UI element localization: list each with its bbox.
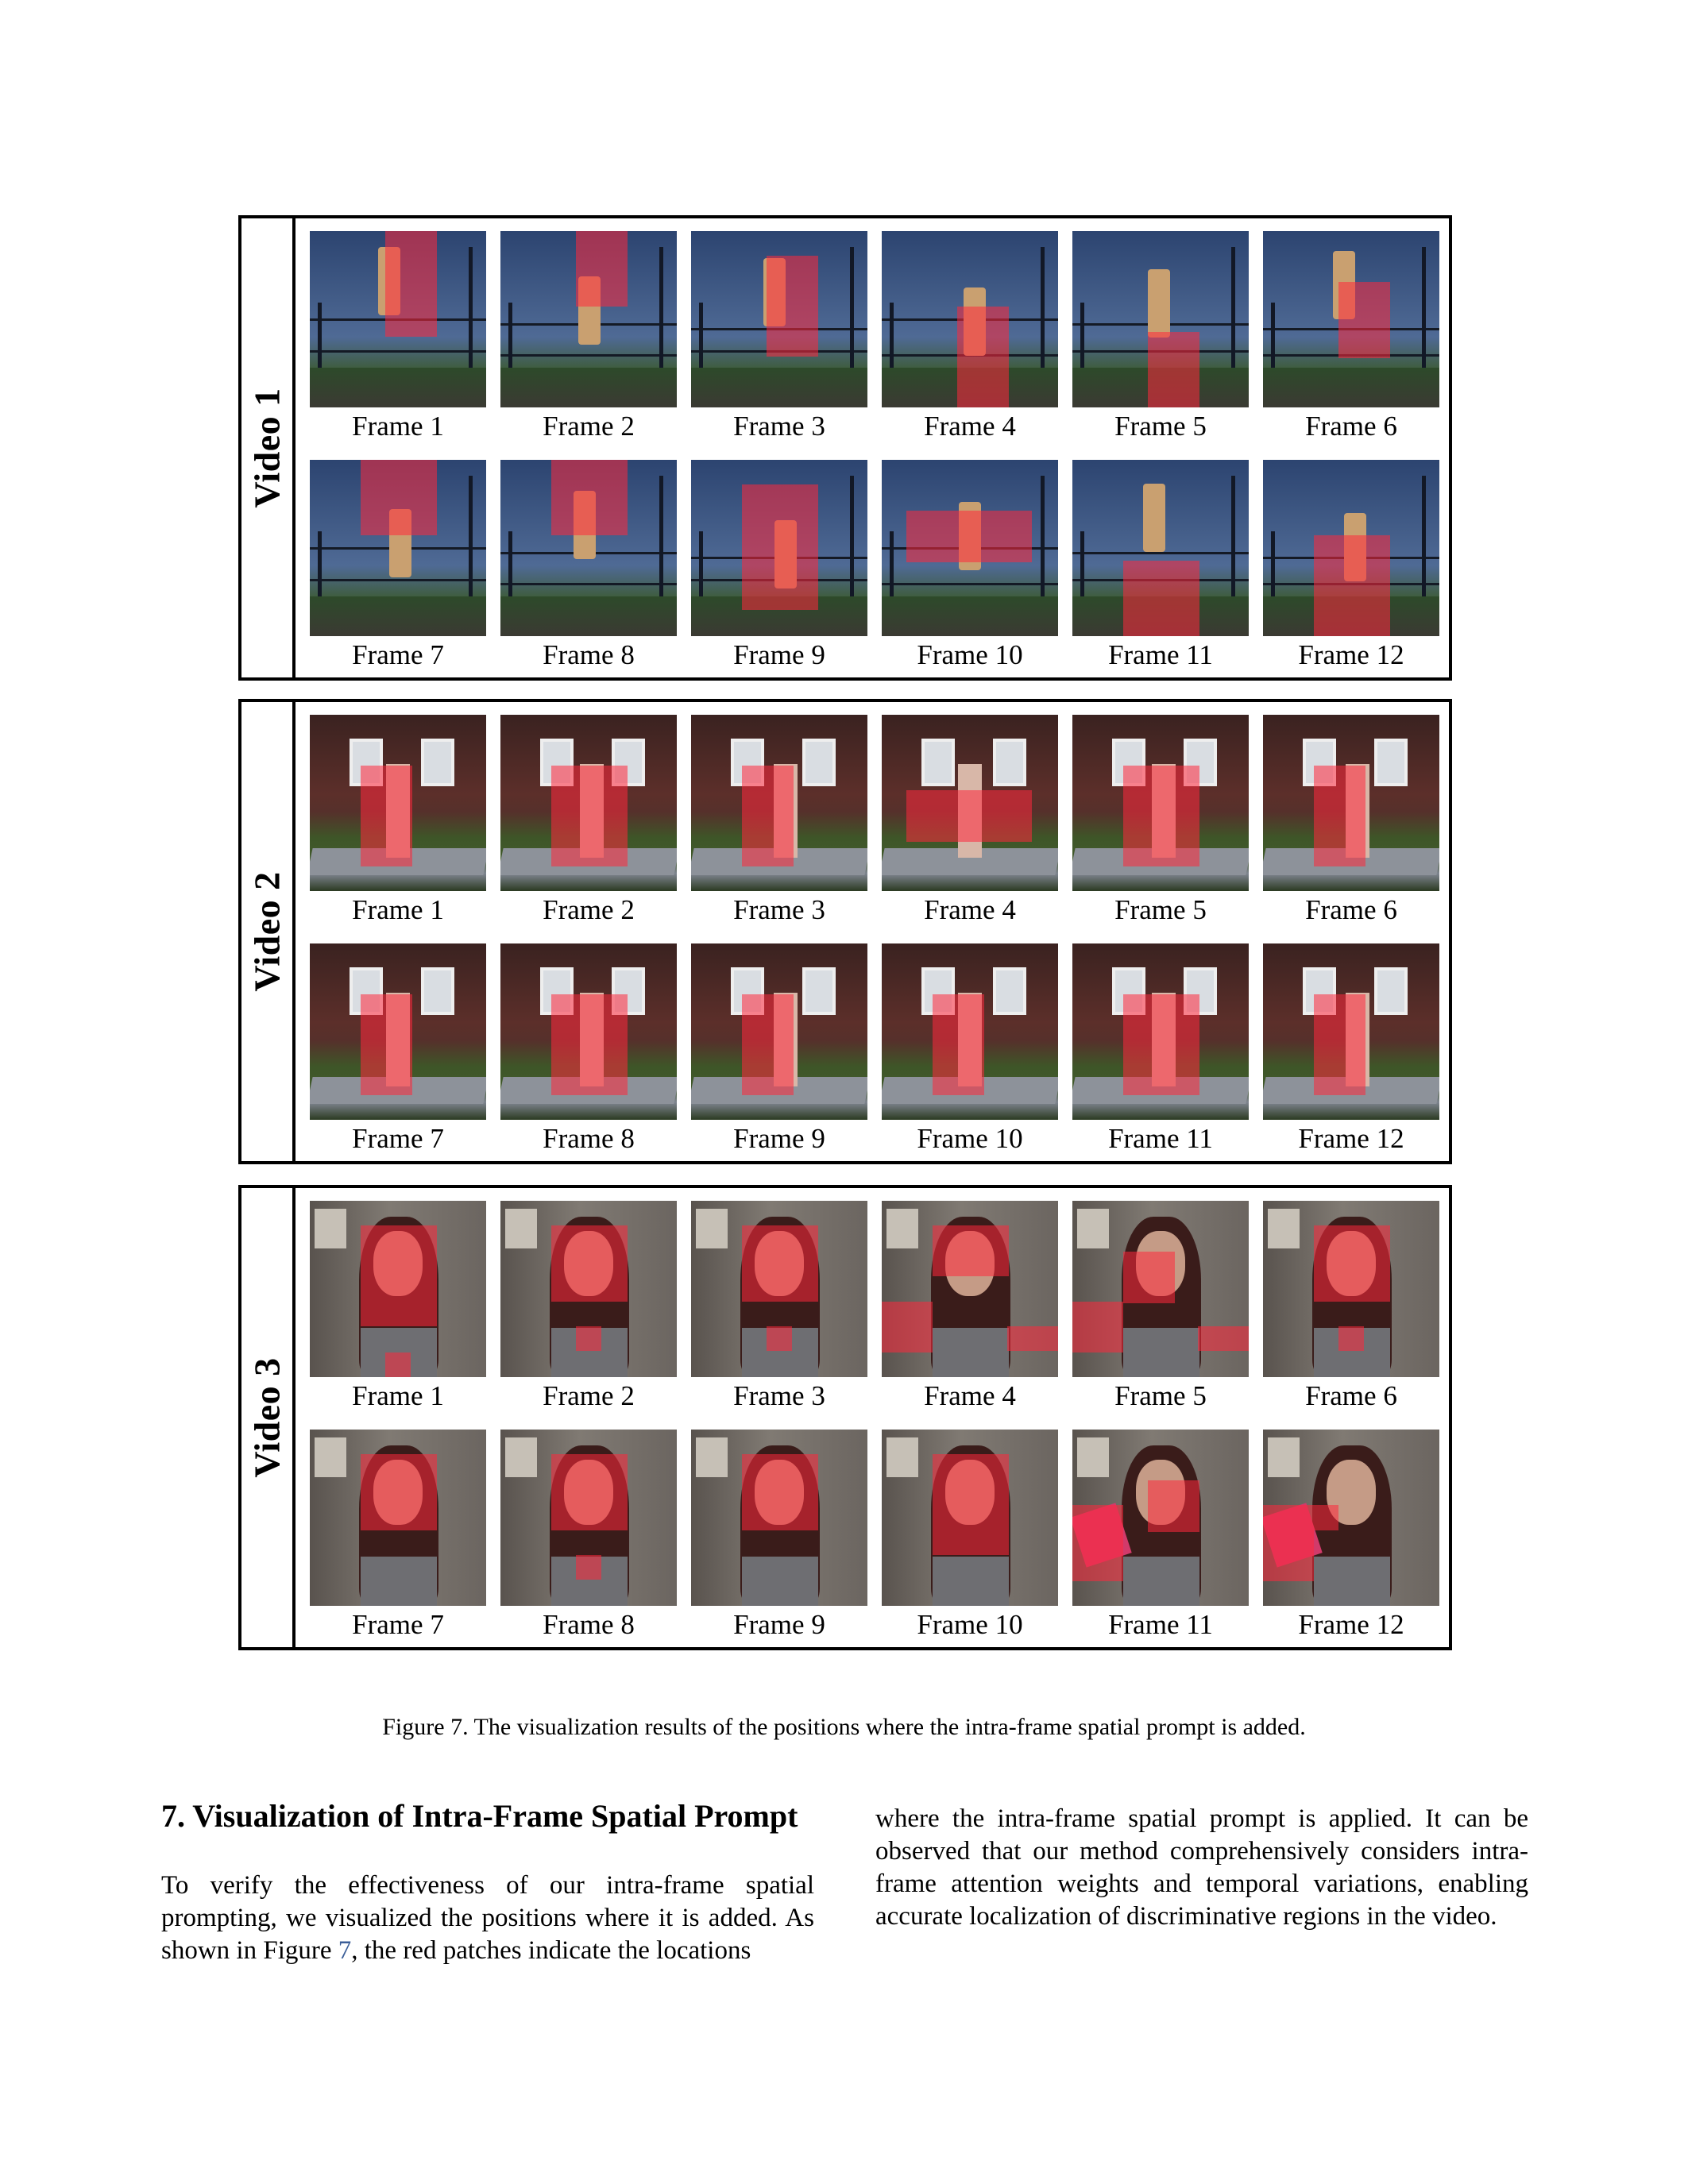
spatial-prompt-patch	[742, 766, 793, 866]
spatial-prompt-patch	[1263, 1505, 1314, 1580]
spatial-prompt-patch	[361, 1225, 436, 1326]
video-frame	[691, 943, 867, 1154]
treeline	[310, 368, 486, 407]
house-window	[421, 967, 454, 1015]
video-frame	[882, 1430, 1058, 1640]
spatial-prompt-patch	[1148, 332, 1199, 407]
frame-thumbnail	[691, 1430, 867, 1606]
spatial-prompt-patch	[1338, 282, 1389, 357]
spatial-prompt-patch	[551, 766, 627, 866]
frame-thumbnail	[1072, 1430, 1249, 1606]
video-frame	[1072, 231, 1249, 442]
frame-caption: Frame 4	[924, 411, 1016, 442]
shirt	[742, 1557, 818, 1606]
video-frame	[691, 1201, 867, 1411]
frame-caption: Frame 4	[924, 894, 1016, 925]
frame-thumbnail	[500, 460, 677, 636]
video-label-column	[241, 702, 295, 1161]
video-frame	[1072, 1201, 1249, 1411]
spatial-prompt-patch	[1072, 1302, 1123, 1352]
frame-thumbnail	[882, 943, 1058, 1120]
figure-caption: Figure 7. The visualization results of the positions where the intra-frame spatial prompt is added.	[382, 1714, 1306, 1740]
house-window	[802, 967, 836, 1015]
video-1-panel	[238, 215, 1452, 681]
lamp	[696, 1209, 728, 1248]
frame-caption: Frame 1	[352, 411, 444, 442]
frame-caption: Frame 3	[733, 1380, 825, 1411]
shirt	[1123, 1557, 1199, 1606]
house-window	[921, 739, 955, 786]
frame-thumbnail	[1263, 1201, 1439, 1377]
frame-thumbnail	[1072, 231, 1249, 407]
frame-thumbnail	[500, 231, 677, 407]
video-frame	[1263, 460, 1439, 670]
spatial-prompt-patch	[576, 1555, 601, 1580]
lamp	[696, 1437, 728, 1477]
treeline	[1263, 368, 1439, 407]
frame-caption: Frame 8	[543, 1123, 635, 1154]
frame-thumbnail	[691, 460, 867, 636]
video-frame	[1072, 715, 1249, 925]
net-rope	[882, 583, 1058, 585]
frame-thumbnail	[691, 231, 867, 407]
frame-thumbnail	[1072, 460, 1249, 636]
spatial-prompt-patch	[933, 1454, 1008, 1555]
frame-thumbnail	[882, 715, 1058, 891]
shirt	[1314, 1557, 1390, 1606]
frame-caption: Frame 2	[543, 411, 635, 442]
spatial-prompt-patch	[1314, 535, 1389, 636]
frame-caption: Frame 11	[1108, 1609, 1213, 1640]
video-frame	[310, 460, 486, 670]
frame-thumbnail	[500, 943, 677, 1120]
video-frame	[1263, 715, 1439, 925]
spatial-prompt-patch	[1072, 1505, 1123, 1580]
video-frame	[500, 943, 677, 1154]
frame-caption: Frame 2	[543, 894, 635, 925]
frame-caption: Frame 5	[1114, 1380, 1207, 1411]
frame-caption: Frame 12	[1298, 1609, 1404, 1640]
spatial-prompt-patch	[361, 1454, 436, 1530]
lamp	[886, 1437, 918, 1477]
video-frame	[691, 231, 867, 442]
frame-thumbnail	[500, 715, 677, 891]
lamp	[505, 1209, 537, 1248]
net-rope	[310, 579, 486, 581]
video-frame	[691, 1430, 867, 1640]
video-frame	[310, 715, 486, 925]
frame-caption: Frame 10	[917, 1609, 1023, 1640]
frame-caption: Frame 10	[917, 639, 1023, 670]
frame-caption: Frame 7	[352, 1123, 444, 1154]
video-frame	[882, 943, 1058, 1154]
lamp	[1268, 1437, 1300, 1477]
frame-thumbnail	[310, 231, 486, 407]
right-column-paragraph: where the intra-frame spatial prompt is applied. It can be observed that our method comprehensively considers intra-frame attention weights and temporal variations, enabling accurate localization of discriminative regions in the video.	[875, 1804, 1528, 1931]
house-window	[993, 967, 1026, 1015]
spatial-prompt-patch	[742, 1225, 817, 1301]
shirt	[933, 1557, 1009, 1606]
shirt	[933, 1328, 1009, 1377]
frame-caption: Frame 9	[733, 1123, 825, 1154]
video-frame	[882, 460, 1058, 670]
frame-thumbnail	[310, 1430, 486, 1606]
left-column-paragraph	[161, 1870, 814, 1967]
house-window	[802, 739, 836, 786]
frame-caption: Frame 10	[917, 1123, 1023, 1154]
frame-caption: Frame 4	[924, 1380, 1016, 1411]
frame-thumbnail	[691, 1201, 867, 1377]
frame-thumbnail	[500, 1430, 677, 1606]
video-2-panel	[238, 699, 1452, 1164]
spatial-prompt-patch	[742, 1454, 817, 1530]
video-frame	[1263, 943, 1439, 1154]
frame-caption: Frame 5	[1114, 894, 1207, 925]
spatial-prompt-patch	[1314, 994, 1365, 1095]
figure-reference-link[interactable]: 7	[338, 1936, 352, 1965]
spatial-prompt-patch	[957, 307, 1008, 407]
video-3-panel	[238, 1185, 1452, 1650]
video-frame	[310, 231, 486, 442]
lamp	[1268, 1209, 1300, 1248]
lamp	[315, 1437, 346, 1477]
video-frame	[500, 715, 677, 925]
lamp	[505, 1437, 537, 1477]
frame-caption: Frame 6	[1305, 1380, 1397, 1411]
spatial-prompt-patch	[1123, 561, 1199, 636]
video-frame	[1072, 1430, 1249, 1640]
frame-thumbnail	[1072, 943, 1249, 1120]
frame-caption: Frame 1	[352, 894, 444, 925]
frame-thumbnail	[691, 943, 867, 1120]
video-frame	[310, 1201, 486, 1411]
frame-caption: Frame 7	[352, 639, 444, 670]
frame-thumbnail	[1263, 231, 1439, 407]
net-rope	[1072, 552, 1249, 554]
net-rope	[310, 350, 486, 353]
frame-caption: Frame 3	[733, 894, 825, 925]
video-frame	[310, 943, 486, 1154]
video-frame	[1263, 231, 1439, 442]
spatial-prompt-patch	[933, 994, 983, 1095]
spatial-prompt-patch	[1007, 1326, 1058, 1351]
video-frame	[500, 1201, 677, 1411]
paragraph-text: To verify the effectiveness of our intra-frame spatial prompting, we visualized the positions where it is added. As shown in Figure	[161, 1871, 814, 1965]
section-heading: 7. Visualization of Intra-Frame Spatial Prompt	[161, 1798, 798, 1834]
frame-caption: Frame 5	[1114, 411, 1207, 442]
video-frame	[882, 1201, 1058, 1411]
lamp	[1077, 1437, 1109, 1477]
video-frame	[500, 460, 677, 670]
frame-thumbnail	[1263, 943, 1439, 1120]
spatial-prompt-patch	[576, 1326, 601, 1351]
frame-thumbnail	[310, 460, 486, 636]
treeline	[500, 596, 677, 636]
spatial-prompt-patch	[1314, 1225, 1389, 1301]
frame-caption: Frame 3	[733, 411, 825, 442]
spatial-prompt-patch	[1314, 1505, 1338, 1530]
treeline	[500, 368, 677, 407]
video-frame	[691, 460, 867, 670]
paragraph-text: , the red patches indicate the locations	[351, 1936, 751, 1965]
spatial-prompt-patch	[551, 460, 627, 535]
person-figure	[1143, 484, 1165, 552]
house-window	[1374, 967, 1408, 1015]
video-frame	[882, 715, 1058, 925]
spatial-prompt-patch	[742, 484, 817, 610]
frame-thumbnail	[882, 1201, 1058, 1377]
frame-caption: Frame 8	[543, 639, 635, 670]
video-frame	[310, 1430, 486, 1640]
spatial-prompt-patch	[551, 994, 627, 1095]
spatial-prompt-patch	[361, 460, 436, 535]
video-label: Video 2	[246, 871, 288, 992]
spatial-prompt-patch	[361, 994, 411, 1095]
frame-thumbnail	[882, 231, 1058, 407]
frame-caption: Frame 6	[1305, 894, 1397, 925]
frame-thumbnail	[310, 943, 486, 1120]
frame-caption: Frame 12	[1298, 1123, 1404, 1154]
video-frame	[882, 231, 1058, 442]
video-frame	[1263, 1201, 1439, 1411]
spatial-prompt-patch	[361, 766, 411, 866]
video-frame	[1072, 460, 1249, 670]
frame-thumbnail	[500, 1201, 677, 1377]
spatial-prompt-patch	[933, 1225, 1008, 1276]
frame-thumbnail	[310, 1201, 486, 1377]
house-window	[993, 739, 1026, 786]
video-frame	[691, 715, 867, 925]
video-label: Video 3	[246, 1357, 288, 1478]
frame-thumbnail	[882, 460, 1058, 636]
treeline	[310, 596, 486, 636]
spatial-prompt-patch	[1338, 1326, 1363, 1351]
spatial-prompt-patch	[742, 994, 793, 1095]
frame-caption: Frame 2	[543, 1380, 635, 1411]
frame-caption: Frame 9	[733, 1609, 825, 1640]
spatial-prompt-patch	[1123, 994, 1199, 1095]
frame-caption: Frame 8	[543, 1609, 635, 1640]
spatial-prompt-patch	[906, 790, 1032, 841]
video-label-column	[241, 218, 295, 677]
frame-thumbnail	[1072, 715, 1249, 891]
spatial-prompt-patch	[1123, 1252, 1174, 1302]
video-frame	[500, 231, 677, 442]
frame-caption: Frame 6	[1305, 411, 1397, 442]
frame-thumbnail	[882, 1430, 1058, 1606]
frame-caption: Frame 11	[1108, 639, 1213, 670]
house-window	[1374, 739, 1408, 786]
frame-thumbnail	[310, 715, 486, 891]
spatial-prompt-patch	[385, 231, 436, 337]
spatial-prompt-patch	[551, 1225, 627, 1301]
lamp	[315, 1209, 346, 1248]
treeline	[691, 368, 867, 407]
house-window	[421, 739, 454, 786]
treeline	[882, 596, 1058, 636]
spatial-prompt-patch	[882, 1302, 933, 1352]
spatial-prompt-patch	[1198, 1326, 1249, 1351]
frame-thumbnail	[1072, 1201, 1249, 1377]
spatial-prompt-patch	[1148, 1480, 1199, 1531]
spatial-prompt-patch	[385, 1352, 410, 1377]
net-rope	[500, 583, 677, 585]
video-frame	[500, 1430, 677, 1640]
frame-thumbnail	[1263, 1430, 1439, 1606]
spatial-prompt-patch	[576, 231, 627, 307]
spatial-prompt-patch	[906, 511, 1032, 561]
video-frame	[1072, 943, 1249, 1154]
spatial-prompt-patch	[767, 256, 817, 357]
video-label: Video 1	[246, 388, 288, 508]
person-figure	[1148, 269, 1170, 338]
shirt	[361, 1557, 437, 1606]
spatial-prompt-patch	[767, 1326, 791, 1351]
video-frame	[1263, 1430, 1439, 1640]
net-rope	[500, 354, 677, 357]
frame-caption: Frame 7	[352, 1609, 444, 1640]
spatial-prompt-patch	[1123, 766, 1199, 866]
frame-thumbnail	[1263, 715, 1439, 891]
frame-caption: Frame 11	[1108, 1123, 1213, 1154]
spatial-prompt-patch	[1314, 766, 1365, 866]
frame-caption: Frame 12	[1298, 639, 1404, 670]
video-label-column	[241, 1188, 295, 1647]
frame-caption: Frame 1	[352, 1380, 444, 1411]
frame-caption: Frame 9	[733, 639, 825, 670]
shirt	[1123, 1328, 1199, 1377]
frame-thumbnail	[1263, 460, 1439, 636]
spatial-prompt-patch	[551, 1454, 627, 1530]
frame-thumbnail	[691, 715, 867, 891]
lamp	[1077, 1209, 1109, 1248]
lamp	[886, 1209, 918, 1248]
